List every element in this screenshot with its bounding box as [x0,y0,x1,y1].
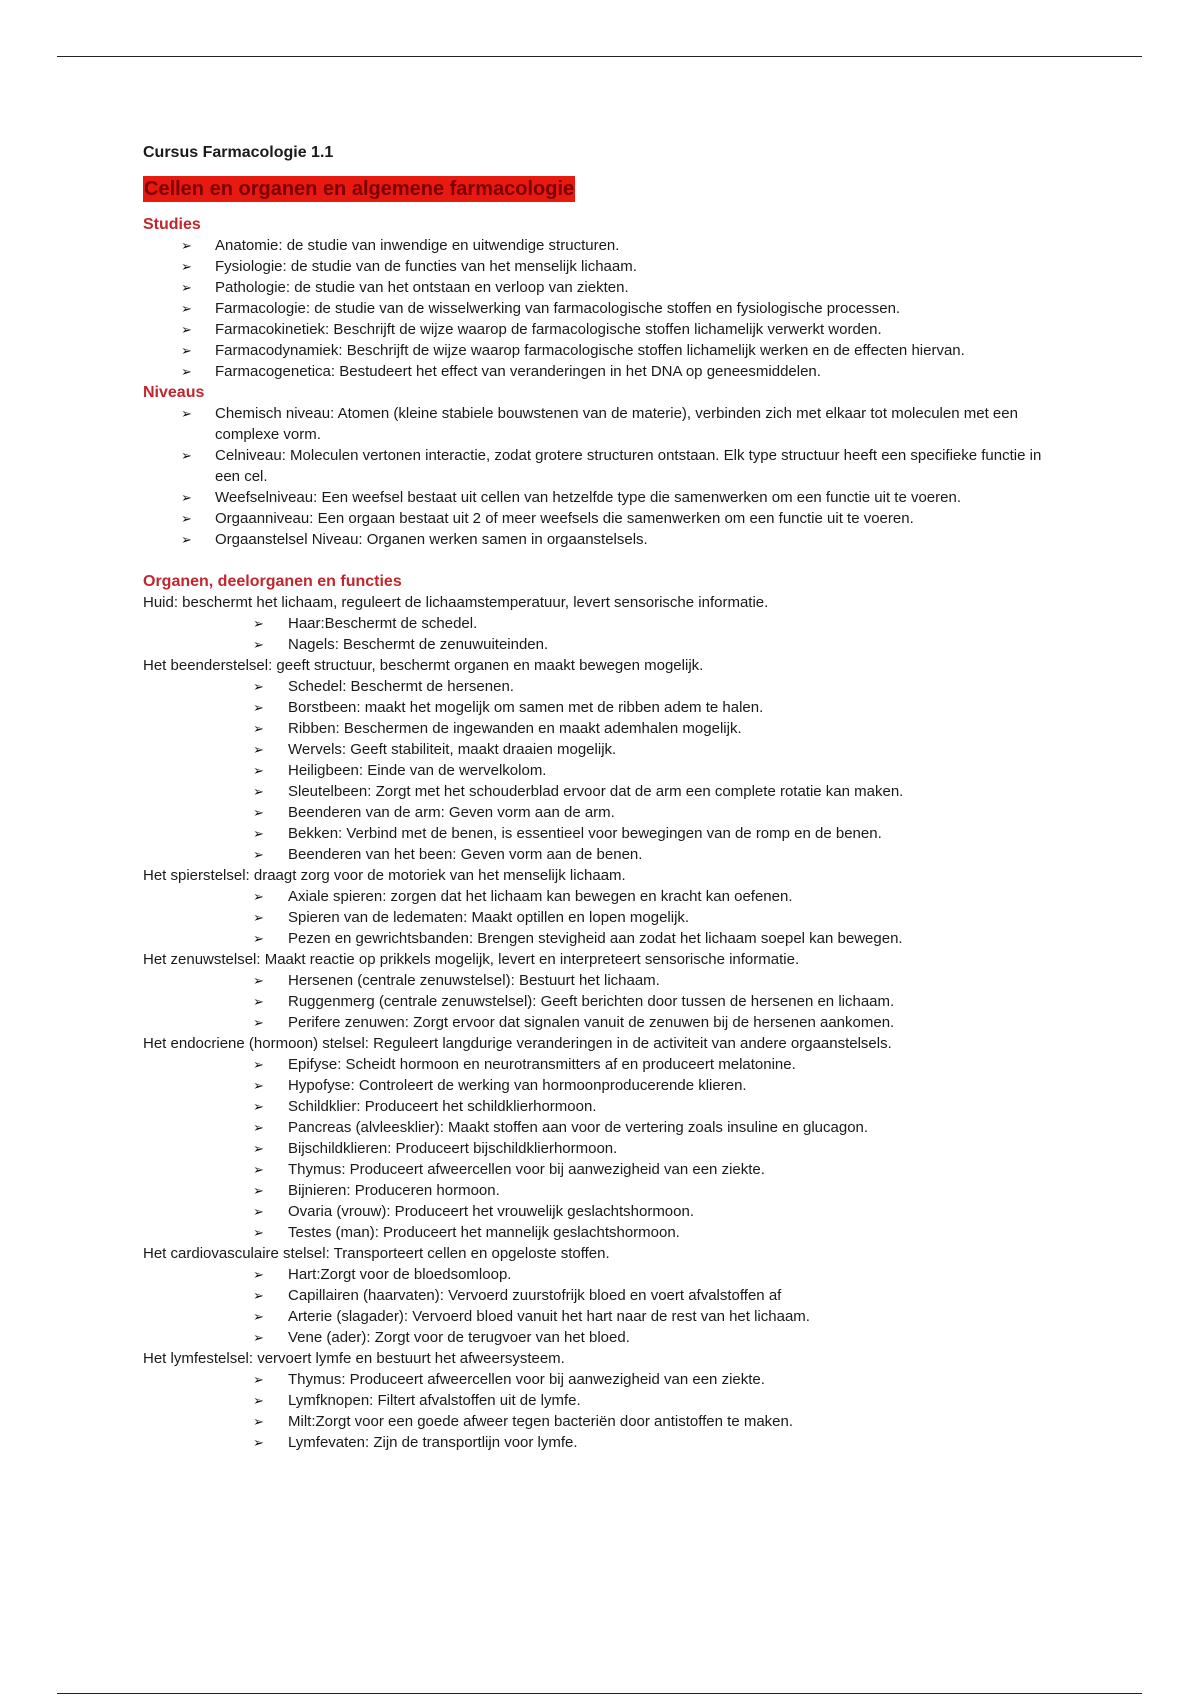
bullet-arrow-icon: ➢ [253,1078,264,1093]
bullet-arrow-icon: ➢ [253,973,264,988]
organ-item [143,1054,1063,1075]
bullet-arrow-icon: ➢ [253,1057,264,1072]
organ-item [143,1264,1063,1285]
study-item [143,277,1063,298]
list-item-text: Bekken: Verbind met de benen, is essentieel voor bewegingen van de romp en de benen. [288,825,882,842]
bullet-arrow-icon: ➢ [181,490,192,505]
list-item-text: Ruggenmerg (centrale zenuwstelsel): Geeft berichten door tussen de hersenen en lichaam. [288,993,895,1010]
list-item-text: Haar:Beschermt de schedel. [288,615,478,632]
list-item-text: Arterie (slagader): Vervoerd bloed vanuit het hart naar de rest van het lichaam. [288,1308,810,1325]
bullet-arrow-icon: ➢ [253,931,264,946]
organ-item [143,1390,1063,1411]
header-rule [57,56,1142,57]
organ-item [143,1432,1063,1453]
list-item-text: Orgaanstelsel Niveau: Organen werken samen in orgaanstelsels. [215,531,648,548]
list-item-text: Orgaanniveau: Een orgaan bestaat uit 2 of meer weefsels die samenwerken om een functie uit te voeren. [215,510,914,527]
organ-list [143,676,1063,865]
organ-item [143,676,1063,697]
bullet-arrow-icon: ➢ [253,1267,264,1282]
list-item-text: Bijschildklieren: Produceert bijschildklierhormoon. [288,1140,618,1157]
organ-item [143,1180,1063,1201]
organ-item [143,739,1063,760]
organ-item [143,991,1063,1012]
bullet-arrow-icon: ➢ [181,406,192,421]
organ-item [143,1306,1063,1327]
organ-item [143,1117,1063,1138]
list-item-text: Farmacodynamiek: Beschrijft de wijze waarop farmacologische stoffen lichamelijk werken en de effecten hiervan. [215,342,965,359]
bullet-arrow-icon: ➢ [253,847,264,862]
bullet-arrow-icon: ➢ [253,889,264,904]
niveau-item [143,529,1063,550]
organ-item [143,718,1063,739]
study-item [143,235,1063,256]
bullet-arrow-icon: ➢ [181,448,192,463]
list-item-text: Farmacologie: de studie van de wisselwerking van farmacologische stoffen en fysiologische processen. [215,300,901,317]
list-item-text: Spieren van de ledematen: Maakt optillen en lopen mogelijk. [288,909,690,926]
study-item [143,256,1063,277]
list-item-text: Perifere zenuwen: Zorgt ervoor dat signalen vanuit de zenuwen bij de hersenen aankomen. [288,1014,895,1031]
bullet-arrow-icon: ➢ [181,322,192,337]
bullet-arrow-icon: ➢ [253,784,264,799]
bullet-arrow-icon: ➢ [253,910,264,925]
organ-item [143,781,1063,802]
list-item-text: Anatomie: de studie van inwendige en uitwendige structuren. [215,237,620,254]
organ-item [143,1096,1063,1117]
footer-rule [57,1693,1142,1694]
organ-item [143,697,1063,718]
niveau-item [143,445,1063,487]
bullet-arrow-icon: ➢ [181,511,192,526]
list-item-text: Wervels: Geeft stabiliteit, maakt draaien mogelijk. [288,741,617,758]
organ-item [143,823,1063,844]
organ-system-title: Het spierstelsel: draagt zorg voor de motoriek van het menselijk lichaam. [143,867,626,884]
bullet-arrow-icon: ➢ [253,826,264,841]
list-item-text: Heiligbeen: Einde van de wervelkolom. [288,762,547,779]
studies-list [143,235,1063,382]
organ-item [143,1222,1063,1243]
organ-system-title: Het cardiovasculaire stelsel: Transporteert cellen en opgeloste stoffen. [143,1245,610,1262]
organ-item [143,907,1063,928]
organ-system-title: Het endocriene (hormoon) stelsel: Reguleert langdurige veranderingen in de activiteit van andere orgaanstelsels. [143,1035,892,1052]
bullet-arrow-icon: ➢ [253,763,264,778]
list-item-text: Fysiologie: de studie van de functies van het menselijk lichaam. [215,258,637,275]
organ-item [143,886,1063,907]
list-item-text: Epifyse: Scheidt hormoon en neurotransmitters af en produceert melatonine. [288,1056,796,1073]
study-item [143,340,1063,361]
list-item-text: Capillairen (haarvaten): Vervoerd zuurstofrijk bloed en voert afvalstoffen af [288,1287,782,1304]
bullet-arrow-icon: ➢ [253,700,264,715]
document-body [143,143,1063,1453]
bullet-arrow-icon: ➢ [253,1141,264,1156]
bullet-arrow-icon: ➢ [253,1372,264,1387]
list-item-text: Farmacogenetica: Bestudeert het effect van veranderingen in het DNA op geneesmiddelen. [215,363,821,380]
list-item-text: Celniveau: Moleculen vertonen interactie, zodat grotere structuren ontstaan. Elk type structuur heeft een specifieke functie in een cel. [215,447,1042,485]
list-item-text: Beenderen van het been: Geven vorm aan de benen. [288,846,643,863]
bullet-arrow-icon: ➢ [181,259,192,274]
list-item-text: Hart:Zorgt voor de bloedsomloop. [288,1266,512,1283]
organ-item [143,613,1063,634]
niveau-item [143,487,1063,508]
study-item [143,319,1063,340]
organ-item [143,1285,1063,1306]
niveau-item [143,508,1063,529]
bullet-arrow-icon: ➢ [253,1330,264,1345]
organ-system-title: Huid: beschermt het lichaam, reguleert de lichaamstemperatuur, levert sensorische informatie. [143,594,769,611]
organ-item [143,1159,1063,1180]
list-item-text: Hypofyse: Controleert de werking van hormoonproducerende klieren. [288,1077,747,1094]
bullet-arrow-icon: ➢ [181,364,192,379]
list-item-text: Ribben: Beschermen de ingewanden en maakt ademhalen mogelijk. [288,720,742,737]
niveaus-heading: Niveaus [143,384,205,401]
list-item-text: Thymus: Produceert afweercellen voor bij aanwezigheid van een ziekte. [288,1161,765,1178]
study-item [143,298,1063,319]
list-item-text: Pathologie: de studie van het ontstaan en verloop van ziekten. [215,279,629,296]
list-item-text: Weefselniveau: Een weefsel bestaat uit cellen van hetzelfde type die samenwerken om een functie uit te voeren. [215,489,962,506]
bullet-arrow-icon: ➢ [181,532,192,547]
bullet-arrow-icon: ➢ [253,679,264,694]
organ-list [143,970,1063,1033]
bullet-arrow-icon: ➢ [181,238,192,253]
bullet-arrow-icon: ➢ [253,1099,264,1114]
course-title: Cursus Farmacologie 1.1 [143,144,334,161]
organ-item [143,1411,1063,1432]
bullet-arrow-icon: ➢ [253,721,264,736]
organ-list [143,1054,1063,1243]
organ-item [143,970,1063,991]
niveaus-list [143,403,1063,550]
organ-item [143,802,1063,823]
bullet-arrow-icon: ➢ [253,994,264,1009]
organ-item [143,1201,1063,1222]
organ-list [143,886,1063,949]
bullet-arrow-icon: ➢ [253,1393,264,1408]
bullet-arrow-icon: ➢ [253,1414,264,1429]
list-item-text: Lymfevaten: Zijn de transportlijn voor lymfe. [288,1434,578,1451]
list-item-text: Ovaria (vrouw): Produceert het vrouwelijk geslachtshormoon. [288,1203,695,1220]
bullet-arrow-icon: ➢ [253,1015,264,1030]
list-item-text: Nagels: Beschermt de zenuwuiteinden. [288,636,549,653]
organ-item [143,634,1063,655]
list-item-text: Chemisch niveau: Atomen (kleine stabiele bouwstenen van de materie), verbinden zich met elkaar tot moleculen met een complexe vorm. [215,405,1018,443]
bullet-arrow-icon: ➢ [253,1288,264,1303]
list-item-text: Farmacokinetiek: Beschrijft de wijze waarop de farmacologische stoffen lichamelijk verwerkt worden. [215,321,882,338]
organ-item [143,760,1063,781]
list-item-text: Vene (ader): Zorgt voor de terugvoer van het bloed. [288,1329,630,1346]
list-item-text: Borstbeen: maakt het mogelijk om samen met de ribben adem te halen. [288,699,764,716]
highlighted-section-title: Cellen en organen en algemene farmacologie [144,178,575,200]
organ-item [143,928,1063,949]
list-item-text: Schildklier: Produceert het schildklierhormoon. [288,1098,597,1115]
studies-heading: Studies [143,216,201,233]
organ-list [143,1369,1063,1453]
list-item-text: Thymus: Produceert afweercellen voor bij aanwezigheid van een ziekte. [288,1371,765,1388]
bullet-arrow-icon: ➢ [253,805,264,820]
organ-item [143,1138,1063,1159]
organ-system-title: Het zenuwstelsel: Maakt reactie op prikkels mogelijk, levert en interpreteert sensorische informatie. [143,951,800,968]
organ-item [143,1369,1063,1390]
bullet-arrow-icon: ➢ [181,301,192,316]
bullet-arrow-icon: ➢ [253,637,264,652]
bullet-arrow-icon: ➢ [253,742,264,757]
bullet-arrow-icon: ➢ [181,343,192,358]
list-item-text: Bijnieren: Produceren hormoon. [288,1182,500,1199]
organ-item [143,1327,1063,1348]
list-item-text: Hersenen (centrale zenuwstelsel): Bestuurt het lichaam. [288,972,660,989]
organen-heading: Organen, deelorganen en functies [143,573,402,590]
bullet-arrow-icon: ➢ [253,1120,264,1135]
bullet-arrow-icon: ➢ [253,1162,264,1177]
organ-system-title: Het lymfestelsel: vervoert lymfe en bestuurt het afweersysteem. [143,1350,565,1367]
study-item [143,361,1063,382]
bullet-arrow-icon: ➢ [253,1183,264,1198]
list-item-text: Milt:Zorgt voor een goede afweer tegen bacteriën door antistoffen te maken. [288,1413,794,1430]
organ-list [143,613,1063,655]
list-item-text: Testes (man): Produceert het mannelijk geslachtshormoon. [288,1224,680,1241]
bullet-arrow-icon: ➢ [253,1225,264,1240]
list-item-text: Schedel: Beschermt de hersenen. [288,678,514,695]
organ-system-title: Het beenderstelsel: geeft structuur, beschermt organen en maakt bewegen mogelijk. [143,657,704,674]
list-item-text: Lymfknopen: Filtert afvalstoffen uit de lymfe. [288,1392,581,1409]
organ-item [143,1075,1063,1096]
organ-item [143,844,1063,865]
bullet-arrow-icon: ➢ [253,1309,264,1324]
list-item-text: Pancreas (alvleesklier): Maakt stoffen aan voor de vertering zoals insuline en glucagon. [288,1119,869,1136]
bullet-arrow-icon: ➢ [181,280,192,295]
list-item-text: Pezen en gewrichtsbanden: Brengen stevigheid aan zodat het lichaam soepel kan bewegen. [288,930,903,947]
list-item-text: Axiale spieren: zorgen dat het lichaam kan bewegen en kracht kan oefenen. [288,888,793,905]
organ-item [143,1012,1063,1033]
list-item-text: Beenderen van de arm: Geven vorm aan de arm. [288,804,615,821]
bullet-arrow-icon: ➢ [253,1435,264,1450]
bullet-arrow-icon: ➢ [253,616,264,631]
list-item-text: Sleutelbeen: Zorgt met het schouderblad ervoor dat de arm een complete rotatie kan maken. [288,783,904,800]
niveau-item [143,403,1063,445]
bullet-arrow-icon: ➢ [253,1204,264,1219]
organ-list [143,1264,1063,1348]
organ-systems [143,592,1063,1453]
